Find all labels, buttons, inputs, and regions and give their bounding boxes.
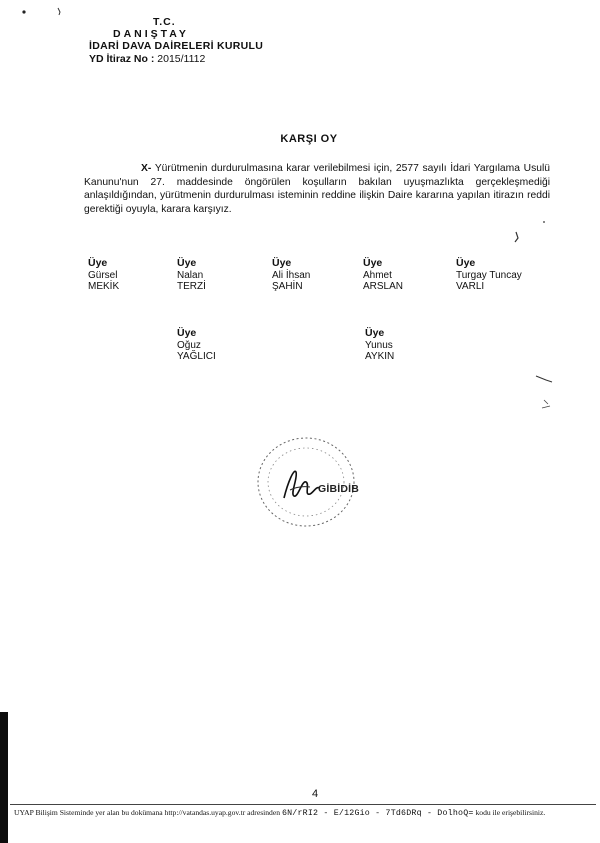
page-title: KARŞI OY bbox=[280, 133, 338, 145]
member-last-name: ŞAHİN bbox=[272, 281, 303, 292]
header-organization: DANIŞTAY bbox=[113, 28, 189, 40]
paragraph-lead: X- bbox=[141, 163, 152, 174]
member-last-name: TERZİ bbox=[177, 281, 206, 292]
member-role: Üye bbox=[177, 327, 197, 339]
member-block bbox=[272, 258, 310, 293]
footer-access-code: 6N/rRI2 - E/12Gio - 7Td6DRq - DolhoQ= bbox=[281, 809, 474, 818]
member-first-name: Gürsel bbox=[88, 269, 118, 281]
footer-divider bbox=[10, 804, 596, 805]
member-role: Üye bbox=[363, 257, 383, 269]
member-block bbox=[88, 258, 119, 293]
member-role: Üye bbox=[88, 257, 108, 269]
official-seal bbox=[244, 432, 394, 532]
header-case-number bbox=[89, 53, 205, 65]
case-number: 2015/1112 bbox=[157, 53, 206, 65]
footer-prefix: UYAP Bilişim Sisteminde yer alan bu dokümana http://vatandas.uyap.gov.tr adresinden bbox=[14, 808, 281, 817]
member-last-name: AYKIN bbox=[365, 351, 395, 362]
footer-suffix: kodu ile erişebilirsiniz. bbox=[475, 808, 546, 817]
signature-stroke bbox=[284, 471, 320, 498]
member-role: Üye bbox=[365, 327, 385, 339]
page-number: 4 bbox=[311, 788, 319, 800]
paragraph-text: Yürütmenin durdurulmasına karar verilebilmesi için, 2577 sayılı İdari Yargılama Usulü Kanunu'nun 27. maddesinde öngörülen koşulların bakılan uyuşmazlıkta gerçekleşmediği anlaşıldığından, yürütmenin durdurulması isteminin reddine ilişkin Daire kararına yapılan itirazın reddi gerektiği oyuyla, karara karşıyız. bbox=[84, 163, 550, 215]
member-first-name: Ali İhsan bbox=[272, 269, 311, 281]
member-role: Üye bbox=[272, 257, 292, 269]
member-block bbox=[365, 328, 394, 363]
case-label: YD İtiraz No : bbox=[89, 53, 155, 65]
scan-mark-right bbox=[508, 218, 548, 246]
member-block bbox=[363, 258, 403, 293]
header-board: İDARİ DAVA DAİRELERİ KURULU bbox=[89, 40, 264, 52]
dissent-paragraph bbox=[84, 162, 550, 216]
member-last-name: MEKİK bbox=[88, 281, 120, 292]
member-first-name: Turgay Tuncay bbox=[456, 269, 522, 281]
footer-uyap-note bbox=[14, 808, 594, 818]
member-role: Üye bbox=[456, 257, 476, 269]
scan-mark-margin bbox=[530, 370, 560, 414]
member-block bbox=[456, 258, 522, 293]
member-first-name: Yunus bbox=[365, 339, 393, 351]
member-first-name: Nalan bbox=[177, 269, 204, 281]
member-block bbox=[177, 328, 216, 363]
member-role: Üye bbox=[177, 257, 197, 269]
scan-mark-top bbox=[20, 6, 80, 18]
member-first-name: Ahmet bbox=[363, 269, 392, 281]
member-last-name: YAĞLICI bbox=[177, 351, 216, 362]
member-last-name: VARLI bbox=[456, 281, 485, 292]
scan-edge-bar bbox=[0, 712, 8, 843]
header-tc: T.C. bbox=[153, 16, 176, 28]
member-last-name: ARSLAN bbox=[363, 281, 404, 292]
member-first-name: Oğuz bbox=[177, 339, 201, 351]
member-block bbox=[177, 258, 206, 293]
seal-label: GİBİDİB bbox=[318, 483, 360, 495]
